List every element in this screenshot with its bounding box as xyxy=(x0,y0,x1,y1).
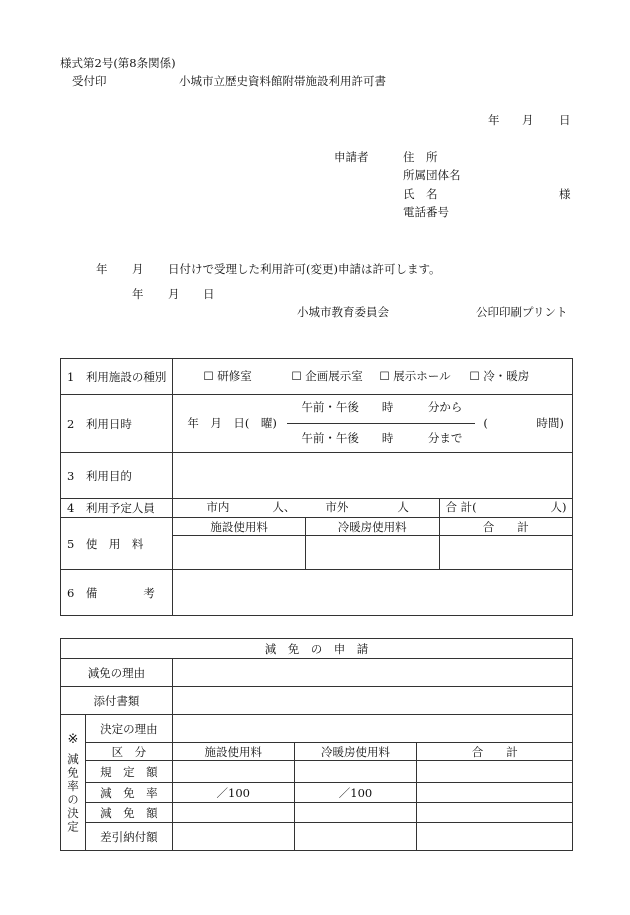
net-facility-field[interactable] xyxy=(172,823,294,851)
fee-aircon-field[interactable] xyxy=(305,536,439,570)
date-month: 月 xyxy=(522,113,534,127)
decision-reason-field[interactable] xyxy=(172,715,572,743)
reduction-aircon-field[interactable] xyxy=(294,803,417,823)
col-aircon: 冷暖房使用料 xyxy=(294,743,417,761)
usage-purpose-label: 3 利用目的 xyxy=(61,453,173,499)
fee-facility-field[interactable] xyxy=(173,536,306,570)
row-net-payment-label: 差引納付額 xyxy=(85,823,172,851)
option-training-room[interactable]: ☐ 研修室 xyxy=(203,369,252,383)
row-rate-label: 減 免 率 xyxy=(85,783,172,803)
attachments-field[interactable] xyxy=(172,687,572,715)
net-aircon-field[interactable] xyxy=(294,823,417,851)
rate-facility-field[interactable]: ／100 xyxy=(172,783,294,803)
attendees-inout-field[interactable] xyxy=(173,499,439,518)
usage-table xyxy=(60,358,573,616)
usage-time-to: 午前・午後 時 分まで xyxy=(301,431,463,445)
reduction-facility-field[interactable] xyxy=(172,803,294,823)
permission-year: 年 xyxy=(96,262,108,276)
row-prescribed-label: 規 定 額 xyxy=(85,761,172,783)
net-total-field[interactable] xyxy=(417,823,573,851)
applicant-phone: 電話番号 xyxy=(403,205,449,219)
fee-header-total: 合 計 xyxy=(439,518,573,536)
usage-purpose-row xyxy=(61,453,573,499)
permission-month: 月 xyxy=(132,262,144,276)
attendees-city-out: 市外 xyxy=(325,500,349,514)
option-exhibition-room[interactable]: ☐ 企画展示室 xyxy=(291,369,363,383)
usage-time-from: 午前・午後 時 分から xyxy=(301,400,463,414)
side-label: 減免率の決定 xyxy=(65,752,80,834)
applicant-label: 申請者 xyxy=(334,150,369,164)
facility-type-options xyxy=(173,359,573,395)
applicant-sama: 様 xyxy=(559,187,571,201)
reduction-decision-side xyxy=(61,715,86,851)
side-mark: ※ xyxy=(67,731,79,747)
usage-datetime-row xyxy=(61,395,573,453)
rate-aircon-field[interactable]: ／100 xyxy=(294,783,417,803)
facility-type-label: 1 利用施設の種別 xyxy=(61,359,173,395)
usage-date: 年 月 日( 曜) xyxy=(187,416,277,430)
attendees-city-in: 市内 xyxy=(206,500,230,514)
fee-header-aircon: 冷暖房使用料 xyxy=(305,518,439,536)
fee-header-row xyxy=(61,518,573,536)
reduction-reason-label: 減免の理由 xyxy=(61,659,173,687)
usage-hours-close: 時間) xyxy=(536,416,564,430)
form-number: 様式第2号(第8条関係) xyxy=(60,56,176,70)
remarks-row xyxy=(61,570,573,616)
applicant-address: 住 所 xyxy=(403,150,438,164)
usage-datetime-field[interactable] xyxy=(173,395,573,453)
reduction-total-field[interactable] xyxy=(417,803,573,823)
reception-stamp-label: 受付印 xyxy=(72,74,107,88)
attendees-label: 4 利用予定人員 xyxy=(61,499,173,518)
remarks-field[interactable] xyxy=(173,570,573,616)
attendees-total-close: 人) xyxy=(550,500,567,514)
reduction-reason-field[interactable] xyxy=(172,659,572,687)
attendees-total-open: 合 計( xyxy=(445,500,477,514)
seal-note: 公印印刷プリント xyxy=(476,305,568,319)
col-category: 区 分 xyxy=(85,743,172,761)
applicant-name: 氏 名 xyxy=(403,187,438,201)
fee-label: 5 使 用 料 xyxy=(61,518,173,570)
remarks-label: 6 備 考 xyxy=(61,570,173,616)
issue-year: 年 xyxy=(132,287,144,301)
attendees-city-out-unit: 人 xyxy=(397,500,409,514)
usage-datetime-label: 2 利用日時 xyxy=(61,395,173,453)
issuing-authority: 小城市教育委員会 xyxy=(297,305,389,319)
attachments-label: 添付書類 xyxy=(61,687,173,715)
option-exhibition-hall[interactable]: ☐ 展示ホール xyxy=(379,369,451,383)
fee-total-field[interactable] xyxy=(439,536,573,570)
option-air-conditioning[interactable]: ☐ 冷・暖房 xyxy=(469,369,530,383)
permission-sentence: 日付けで受理した利用許可(変更)申請は許可します。 xyxy=(168,262,441,276)
rate-total-field[interactable] xyxy=(417,783,573,803)
usage-purpose-field[interactable] xyxy=(173,453,573,499)
usage-hours-open: ( xyxy=(483,416,488,430)
issue-month: 月 xyxy=(168,287,180,301)
fee-header-facility: 施設使用料 xyxy=(173,518,306,536)
prescribed-total-field[interactable] xyxy=(417,761,573,783)
decision-reason-label: 決定の理由 xyxy=(85,715,172,743)
time-divider xyxy=(287,423,475,424)
reduction-table xyxy=(60,638,573,851)
attendees-row xyxy=(61,499,573,518)
page-title: 小城市立歴史資料館附帯施設利用許可書 xyxy=(179,74,386,88)
prescribed-aircon-field[interactable] xyxy=(294,761,417,783)
date-day: 日 xyxy=(559,113,571,127)
col-total: 合 計 xyxy=(417,743,573,761)
prescribed-facility-field[interactable] xyxy=(172,761,294,783)
attendees-city-in-unit: 人、 xyxy=(272,500,296,514)
date-year: 年 xyxy=(488,113,500,127)
facility-type-row xyxy=(61,359,573,395)
reduction-title: 減 免 の 申 請 xyxy=(61,639,573,659)
attendees-total-field[interactable] xyxy=(439,499,573,518)
applicant-organization: 所属団体名 xyxy=(403,168,461,182)
issue-day: 日 xyxy=(203,287,215,301)
col-facility: 施設使用料 xyxy=(172,743,294,761)
row-reduction-amount-label: 減 免 額 xyxy=(85,803,172,823)
